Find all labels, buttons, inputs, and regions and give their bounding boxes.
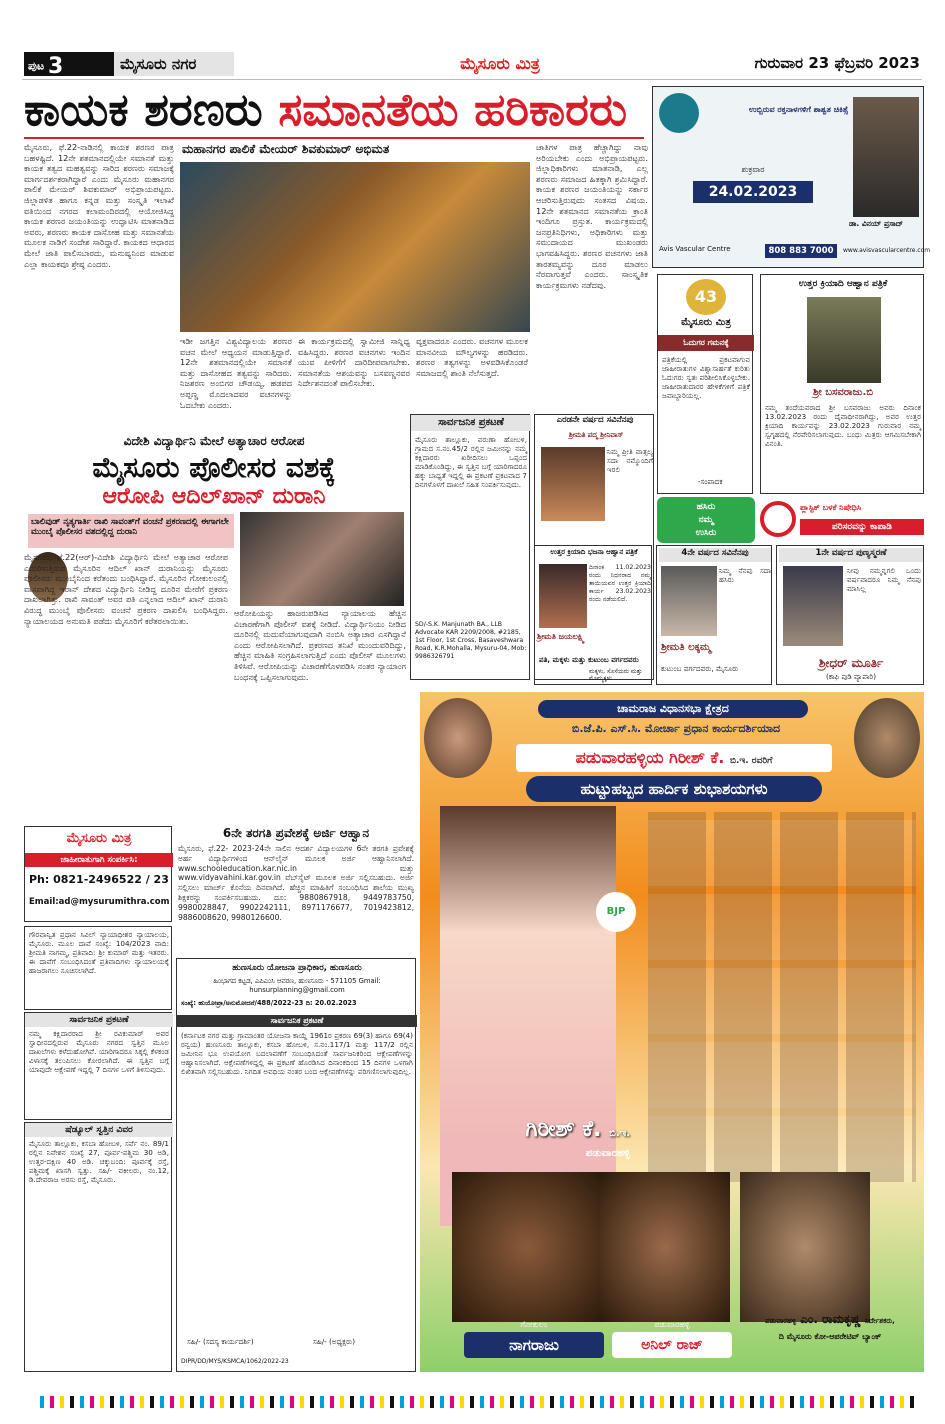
lead-column-1: ಮೈಸೂರು, ಫೆ.22-ನಾಡಿನಲ್ಲಿ ಕಾಯಕ ಶರಣರ ಪಾತ್ರ ಬಹಳಷ್ಟಿದೆ. 12ನೇ ಶತಮಾನದಲ್ಲಿಯೇ ಸಮಾನತೆ ಮತ್ತು ಕಾಯಕ ತತ್ವದ ಮಹತ್ವವನ್ನು ಸಾರಿದ ಶರಣರು ಸಮಾಜಕ್ಕೆ ಮಾರ್ಗದರ್ಶಕರಾಗಿದ್ದಾರೆ ಎಂದು ಮೈಸೂರು ಮಹಾನಗರ ಪಾಲಿಕೆ ಮೇಯರ್ ಶಿವಕುಮಾರ್ ಅಭಿಪ್ರಾಯಪಟ್ಟರು. ಜಿಲ್ಲಾಡಳಿತ ಹಾಗೂ ಕನ್ನಡ ಮತ್ತು ಸಂಸ್ಕೃತಿ ಇಲಾಖೆ ವತಿಯಿಂದ ನಗರದ ಕಲಾಮಂದಿರದಲ್ಲಿ ಆಯೋಜಿಸಿದ್ದ ಕಾಯಕ ಶರಣರ ಜಯಂತಿಯನ್ನು ಉದ್ಘಾಟಿಸಿ ಮಾತನಾಡಿದ ಅವರು, ಶರಣರು ಕಾಯಕ ದಾಸೋಹ ಮತ್ತು ಸಮಾನತೆಯ ಮೂಲಕ ನಾಡಿಗೆ ಸಂದೇಶ ಸಾರಿದ್ದಾರೆ. ಕಾಯಕದ ಆಧಾರದ ಮೇಲೆ ಜಾತಿ ಪಾಲಿಸಬಾರದು, ಮನುಷ್ಯನಿಂದ ಮಾಡುವ ಎಲ್ಲಾ ಕಾಯಕವೂ ಶ್ರೇಷ್ಠ ಎಂದರು. — [24, 142, 177, 269]
hospital-logo — [659, 93, 699, 133]
leader-photo-left — [424, 698, 492, 778]
birthday-greeting: ಹುಟ್ಟುಹಬ್ಬದ ಹಾರ್ದಿಕ ಶುಭಾಶಯಗಳು — [526, 776, 822, 802]
supporter-3-photo — [740, 1172, 870, 1322]
hunsur-address: ಹಿಂಭಾಗದ ಕಟ್ಟಡ, ಎಪಿಎಂಸಿ ಆವರಣ, ಹುಣಸೂರು - 571105 Gmail: hunsurplanning@gmail.com — [213, 977, 381, 994]
schedule-notice — [24, 1122, 172, 1372]
nameplate-place: ಪಡುವಾರಹಳ್ಳಿ — [585, 1148, 630, 1159]
obituary-name: ಶ್ರೀ ಬಸವರಾಜು.ಬಿ — [812, 387, 874, 398]
story2-deck: ಬಾಲಿವುಡ್ ನೃತ್ಯಗಾರ್ತಿ ರಾಖಿ ಸಾವಂತ್‌ಗೆ ವಂಚನೆ ಪ್ರಕರಣದಲ್ಲಿ ಈಗಾಗಲೇ ಮುಂಬೈ ಪೊಲೀಸರ ವಶದಲ್ಲಿದ್ದ ದುರಾನಿ — [28, 514, 234, 548]
hospital-camp-day: ಶುಕ್ರವಾರ — [741, 165, 765, 174]
obituary-body: ನಮ್ಮ ತಂದೆಯವರಾದ ಶ್ರೀ ಬಸವರಾಜು ಅವರು ದಿನಾಂಕ 13.02.2023 ರಂದು ದೈವಾಧೀನರಾಗಿದ್ದು, ಅವರ ಉತ್ತರ ಕ್ರಿಯಾದಿ ಕಾರ್ಯವನ್ನು 23.02.2023 ಗುರುವಾರ ನಮ್ಮ ಸ್ವಗೃಹದಲ್ಲಿ ನೆರವೇರಿಸಲಾಗುವುದು. ಬಂಧು ಮಿತ್ರರು ಆಗಮಿಸಬೇಕಾಗಿ ವಿನಂತಿ. — [765, 403, 924, 448]
public-notice-2 — [410, 414, 530, 680]
obituary-sridhar — [776, 545, 924, 685]
main-person-name — [430, 1112, 630, 1148]
birthday-ad — [420, 692, 924, 1372]
public-notice-small-title: ಸಾರ್ವಜನಿಕ ಪ್ರಕಟಣೆ — [25, 1013, 173, 1027]
court-notice-body: ಗೌರವಾನ್ವಿತ ಪ್ರಧಾನ ಸಿವಿಲ್ ನ್ಯಾಯಾಧೀಶರ ನ್ಯಾಯಾಲಯ, ಮೈಸೂರು. ಮೂಲ ದಾವೆ ಸಂಖ್ಯೆ: 104/2023 ವಾದಿ: ಶ್ರೀಮತಿ ನಾಗಮ್ಮ, ಪ್ರತಿವಾದಿ: ಶ್ರೀ ಕುಮಾರ್ ಮತ್ತು ಇತರರು. ಈ ದಾವೆಗೆ ಸಂಬಂಧಿಸಿದಂತೆ ಪ್ರತಿವಾದಿಗಳು ನ್ಯಾಯಾಲಯಕ್ಕೆ ಹಾಜರಾಗಲು ಸೂಚಿಸಲಾಗಿದೆ. — [29, 930, 172, 975]
hunsur-title: ಸಾರ್ವಜನಿಕ ಪ್ರಕಟಣೆ — [177, 1015, 417, 1027]
public-notice-2-body: ಮೈಸೂರು ತಾಲ್ಲೂಕು, ವರುಣಾ ಹೋಬಳಿ, ಗ್ರಾಮದ ಸ.ನಂ.45/2 ರಲ್ಲಿನ ಜಮೀನನ್ನು ನಮ್ಮ ಕಕ್ಷಿದಾರರು ಖರೀದಿಸಲು ಒಪ್ಪಂದ ಮಾಡಿಕೊಂಡಿದ್ದು, ಈ ಸ್ವತ್ತಿನ ಬಗ್ಗೆ ಯಾರಿಗಾದರೂ ಹಕ್ಕು ಬಾಧ್ಯತೆ ಇದ್ದಲ್ಲಿ ಈ ಪ್ರಕಟಣೆ ಪ್ರಕಟವಾದ 7 ದಿನಗಳೊಳಗೆ ದಾಖಲೆ ಸಹಿತ ಸಂಪರ್ಕಿಸುವುದು. — [415, 435, 530, 489]
hunsur-footer: DIPR/DD/MYS/KSMCA/1062/2022-23 — [181, 1358, 289, 1365]
story2-photo — [240, 512, 404, 606]
supporter-photo-grid — [648, 812, 916, 1182]
paper-ad-box — [24, 826, 172, 922]
obituary-lakkamma — [656, 545, 772, 685]
story2-column-1: ಮೈಸೂರು, ಫೆ.22(ಆರ್)-ವಿದೇಶಿ ವಿದ್ಯಾರ್ಥಿನಿ ಮೇಲೆ ಅತ್ಯಾಚಾರ ಆರೋಪ ಎದುರಿಸುತ್ತಿರುವ ಮೈಸೂರಿನ ಆದಿಲ್ ಖಾನ್ ದುರಾನಿಯನ್ನು ಮೈಸೂರು ಪೊಲೀಸರು ಮುಂಬೈನಿಂದ ಕರೆತಂದು ಬಂಧಿಸಿದ್ದಾರೆ. ಮೈಸೂರಿನ ಗೋಕುಲಂನಲ್ಲಿ ವಾಸವಾಗಿದ್ದ ಇರಾನ್ ದೇಶದ ವಿದ್ಯಾರ್ಥಿನಿ ನೀಡಿದ್ದ ದೂರಿನ ಮೇರೆಗೆ ಪ್ರಕರಣ ದಾಖಲಾಗಿತ್ತು. ರಾಖಿ ಸಾವಂತ್ ಅವರ ಪತಿ ಎನ್ನಲಾದ ಆದಿಲ್ ಖಾನ್ ದುರಾನಿ ವಿರುದ್ಧ ಮುಂಬೈ ಪೊಲೀಸರು ವಂಚನೆ ಪ್ರಕರಣ ದಾಖಲಿಸಿ ಬಂಧಿಸಿದ್ದರು. ನ್ಯಾಯಾಲಯದ ಅನುಮತಿ ಪಡೆದು ಮೈಸೂರಿಗೆ ಕರೆತರಲಾಯಿತು. — [24, 552, 231, 626]
admission-title: 6ನೇ ತರಗತಿ ಪ್ರವೇಶಕ್ಕೆ ಅರ್ಜಿ ಆಹ್ವಾನ — [222, 826, 370, 840]
obituary-photo — [807, 297, 881, 383]
lead-column-2: ಇಡೀ ಜಗತ್ತಿನ ವಿಶ್ವವಿದ್ಯಾಲಯ ಶರಣರ ವಚನ ಮೇಲೆ ಆಧ್ಯಯನ ಮಾಡುತ್ತಿದ್ದಾರೆ. 12ನೇ ಶತಮಾನದಲ್ಲಿಯೇ ಸಮಾನತೆ ಮತ್ತು ದಾಸೋಹದ ತತ್ವವನ್ನು ಸಾರಿದರು. ನಿಜಶರಣ ಅಂಬಿಗರ ಚೌಡಯ್ಯ, ಹಡಪದ ಅಪ್ಪಣ್ಣ ಮೊದಲಾದವರ ವಚನಗಳನ್ನು ಓದಬೇಕು ಎಂದರು. — [180, 336, 295, 410]
lead-column-5: ಜಾತಿಗಳ ಪಾತ್ರ ಹೆಚ್ಚಾಗಿದ್ದು ನಾವು ಅರಿಯಬೇಕು ಎಂದು ಅಭಿಪ್ರಾಯಪಟ್ಟರು. ಜಿಲ್ಲಾಧಿಕಾರಿಗಳು ಮಾತನಾಡಿ, ಎಲ್ಲ ಶರಣರು ಸಮಾಜದ ಹಿತಕ್ಕಾಗಿ ಶ್ರಮಿಸಿದ್ದಾರೆ. ಕಾಯಕ ಶರಣರ ಜಯಂತಿಯನ್ನು ಸರ್ಕಾರ ಆಚರಿಸುತ್ತಿರುವುದು ಸಂತಸದ ವಿಷಯ. 12ನೇ ಶತಮಾನದ ಸಮಾನತೆಯ ಕ್ರಾಂತಿ ಇಂದಿಗೂ ಪ್ರಸ್ತುತ. ಕಾರ್ಯಕ್ರಮದಲ್ಲಿ ಜನಪ್ರತಿನಿಧಿಗಳು, ಅಧಿಕಾರಿಗಳು ಮತ್ತು ಸಮುದಾಯದ ಮುಖಂಡರು ಭಾಗವಹಿಸಿದ್ದರು. ಶರಣರ ವಚನಗಳು ಜಾತಿ ತಾರತಮ್ಯವನ್ನು ದೂರ ಮಾಡಲು ನೆರವಾಗುತ್ತವೆ ಎಂದರು. ಸಾಂಸ್ಕೃತಿಕ ಕಾರ್ಯಕ್ರಮಗಳು ನಡೆದವು. — [536, 142, 651, 290]
birthday-line1: ಚಾಮರಾಜ ವಿಧಾನಸಭಾ ಕ್ಷೇತ್ರದ — [538, 700, 808, 718]
hospital-name: Avis Vascular Centre — [659, 245, 731, 253]
birthday-name-banner — [516, 744, 832, 772]
savinenapu-family: ಪತಿ, ಮಕ್ಕಳು ಮತ್ತು ಕುಟುಂಬ ವರ್ಗದವರು — [539, 655, 639, 664]
headline-rule — [24, 137, 644, 139]
paper-ad-phone: Ph: 0821-2496522 / 23 — [29, 873, 169, 886]
leader-photo-right — [854, 698, 920, 778]
lead-headline-part1: ಕಾಯಕ ಶರಣರು — [24, 83, 263, 136]
obituary-b2-family: ಕುಟುಂಬ ವರ್ಗದವರು, ಮೈಸೂರು — [661, 664, 739, 673]
story2-kicker: ವಿದೇಶಿ ವಿದ್ಯಾರ್ಥಿನಿ ಮೇಲೆ ಅತ್ಯಾಚಾರ ಆರೋಪ — [123, 434, 305, 448]
plastic-line1: ಪ್ಲಾಸ್ಟಿಕ್ ಬಳಕೆ ನಿಷೇಧಿಸಿ — [800, 503, 862, 512]
supporter-2-place: ಪಡುವಾರಹಳ್ಳಿ — [654, 1320, 690, 1329]
obituary-b3-name: ಶ್ರೀಧರ್ ಮೂರ್ತಿ — [818, 656, 884, 670]
nameplate-name: ಗಿರೀಶ್ ಕೆ. — [525, 1117, 602, 1142]
hospital-ad-line: ಉಬ್ಬಿರುವ ರಕ್ತನಾಳಗಳಿಗೆ ಶಾಶ್ವತ ಚಿಕಿತ್ಸೆ — [749, 105, 849, 114]
notice-sign: -ಸಂಪಾದಕ — [698, 477, 723, 486]
plastic-line2: ಪರಿಸರವನ್ನು ಕಾಪಾಡಿ — [800, 519, 924, 535]
supporter-3-name: ಎಂ. ರಾಮಕೃಷ್ಣ — [800, 1312, 861, 1326]
obituary-b1-title: ಉತ್ತರ ಕ್ರಿಯಾದಿ ಭಜನಾ ಆಹ್ವಾನ ಪತ್ರಿಕೆ — [550, 548, 638, 556]
obituary-b3-photo — [783, 566, 843, 646]
reader-notice — [657, 274, 753, 494]
savinenapu-name-top: ಶ್ರೀಮತಿ ಪದ್ಮ ಶ್ರೀನಿವಾಸ್ — [568, 431, 624, 439]
public-notice-2-advocate: SD/-S.K. Manjunath BA., LLB Advocate KAR 2209/2008, #2185, 1st Floor, 1st Cross, Basaveshwara Road, K.R.Mohalla, Mysuru-04, Mob: 9986326791 — [415, 621, 527, 660]
paper-ad-email: Email:ad@mysurumithra.com — [29, 897, 170, 907]
obituary-b1-photo — [539, 564, 587, 628]
obituary-b3-title: 1ನೇ ವರ್ಷದ ಪುಣ್ಯಸ್ಮರಣೆ — [779, 548, 923, 562]
hunsur-sign-left: ಸಹಿ/- (ಸದಸ್ಯ ಕಾರ್ಯದರ್ಶಿ) — [187, 1337, 254, 1346]
hospital-phone: 808 883 7000 — [765, 244, 837, 258]
anniversary-badge: 43 — [686, 279, 726, 315]
supporter-3-name-line — [740, 1312, 920, 1330]
public-notice-2-title: ಸಾರ್ವಜನಿಕ ಪ್ರಕಟಣೆ — [411, 415, 531, 431]
notice-tag: ಓದುಗರ ಗಮನಕ್ಕೆ — [658, 335, 754, 351]
green-line2: ನಮ್ಮ — [698, 515, 714, 525]
bjp-logo: BJP — [596, 892, 636, 932]
lead-headline — [24, 84, 644, 136]
paper-ad-label: ಜಾಹೀರಾತುಗಾಗಿ ಸಂಪರ್ಕಿಸಿ: — [25, 853, 173, 867]
section-name: ಮೈಸೂರು ನಗರ — [114, 52, 234, 76]
paper-ad-name: ಮೈಸೂರು ಮಿತ್ರ — [66, 831, 132, 846]
obituary-b1-name: ಶ್ರೀಮತಿ ಜಯಲಕ್ಷ್ಮಿ — [537, 632, 585, 641]
hospital-website: www.avisvascularcentre.com — [843, 247, 931, 254]
birthday-line2: ಬಿ.ಜೆ.ಪಿ. ಎಸ್.ಸಿ. ಮೋರ್ಚಾ ಪ್ರಧಾನ ಕಾರ್ಯದರ್ಶಿಯಾದ — [571, 722, 781, 735]
lead-photo — [180, 162, 530, 332]
birthday-line3b: ಬಿ.ಇ. ರವರಿಗೆ — [729, 756, 773, 766]
obituary-b1-body: ದಿನಾಂಕ 11.02.2023 ರಂದು ನಿಧನರಾದ ನಮ್ಮ ತಾಯಿಯವರ ಉತ್ತರ ಕ್ರಿಯಾದಿ ಕಾರ್ಯ 23.02.2023 ರಂದು ನಡೆಯಲಿದೆ. — [589, 564, 653, 603]
lead-headline-part2: ಸಮಾನತೆಯ ಹರಿಕಾರರು — [278, 83, 628, 136]
hunsur-notice — [176, 958, 416, 1372]
page-number-badge — [24, 52, 114, 79]
supporter-3-role2: ದಿ ಮೈಸೂರು ಕೋ-ಆಪರೇಟಿವ್ ಬ್ಯಾಂಕ್ — [778, 1332, 882, 1341]
obituary-b2-verse: ನಿಮ್ಮ ನೆನಪು ಸದಾ ಹಸಿರು — [719, 566, 774, 584]
birthday-line3: ಪಡುವಾರಹಳ್ಳಿಯ ಗಿರೀಶ್ ಕೆ. — [575, 748, 725, 767]
nameplate-degree: ಬಿ.ಇ. — [609, 1128, 630, 1139]
hunsur-ref: ಸಂಖ್ಯೆ: ಹುಯೋಪ್ರಾ/ಅನುಮೋದನೆ/488/2022-23 ದಿ: 20.02.2023 — [181, 999, 357, 1007]
doctor-name: ಡಾ. ವಿನಯ್ ಪ್ರಸಾದ್ — [849, 219, 904, 228]
green-slogan — [657, 497, 755, 543]
color-register-strip — [40, 1396, 920, 1408]
supporter-3-role: ನಿರ್ದೇಶಕರು, — [864, 1317, 895, 1325]
supporter-2-name: ಅನಿಲ್ ರಾಜ್ — [612, 1332, 732, 1358]
lead-column-3: ಈ ಕಾರ್ಯಕ್ರಮದಲ್ಲಿ ಸ್ವಾಮೀಜಿ ಸಾನ್ನಿಧ್ಯ ವಹಿಸಿದ್ದರು. ಶರಣರ ವಚನಗಳು ಇಂದಿನ ಯುವ ಪೀಳಿಗೆಗೆ ದಾರಿದೀಪವಾಗಬೇಕು. ಸಮಾನತೆಯ ಆಶಯವನ್ನು ಬಸವಣ್ಣನವರ ನಿರ್ದೇಶನದಂತೆ ಪಾಲಿಸಬೇಕು. — [298, 336, 413, 389]
public-notice-small — [24, 1012, 172, 1120]
page-label: ಪುಟ — [28, 59, 45, 73]
admission-body: ಮೈಸೂರು, ಫೆ.22- 2023-24ನೇ ಸಾಲಿನ ಆದರ್ಶ ವಿದ್ಯಾಲಯಗಳ 6ನೇ ತರಗತಿ ಪ್ರವೇಶಕ್ಕೆ ಅರ್ಹ ವಿದ್ಯಾರ್ಥಿಗಳಿಂದ ಆನ್‌ಲೈನ್ ಮೂಲಕ ಅರ್ಜಿ ಆಹ್ವಾನಿಸಲಾಗಿದೆ. www.schooleducation.kar.nic.in ಮತ್ತು www.vidyavahini.kar.gov.in ವೆಬ್‌ಸೈಟ್ ಮೂಲಕ ಅರ್ಜಿ ಸಲ್ಲಿಸಬಹುದು. ಅರ್ಜಿ ಸಲ್ಲಿಸಲು ಮಾರ್ಚ್ ಕೊನೆಯ ದಿನವಾಗಿದೆ. ಹೆಚ್ಚಿನ ಮಾಹಿತಿಗೆ ಸಂಬಂಧಿಸಿದ ಶಾಲೆಯ ಮುಖ್ಯ ಶಿಕ್ಷಕರನ್ನು ಸಂಪರ್ಕಿಸಬಹುದು. ದೂ: 9880867918, 9449783750, 9980028847, 9902242111, 8971176677, 7019423812, 9886008620, 9980126600. — [178, 844, 417, 922]
supporter-2-photo — [600, 1172, 730, 1322]
hospital-ad — [652, 86, 931, 268]
schedule-title: ಷೆಡ್ಯೂಲ್ ಸ್ವತ್ತಿನ ವಿವರ — [25, 1123, 173, 1137]
obituary-jayalakshmi — [534, 545, 652, 685]
green-line3: ಉಸಿರು — [695, 528, 717, 538]
obituary-b3-sub: (ಕಾಫಿ ಪುಡಿ ವ್ಯಾಪಾರಿ) — [825, 672, 877, 681]
schedule-body: ಮೈಸೂರು ತಾಲ್ಲೂಕು, ಕಸಬಾ ಹೋಬಳಿ, ಸರ್ವೆ ನಂ. 89/1 ರಲ್ಲಿನ ನಿವೇಶನ ಸಂಖ್ಯೆ 27, ಪೂರ್ವ-ಪಶ್ಚಿಮ 30 ಅಡಿ, ಉತ್ತರ-ದಕ್ಷಿಣ 40 ಅಡಿ. ಚಕ್ಕುಬಂದಿ: ಪೂರ್ವಕ್ಕೆ ರಸ್ತೆ, ಪಶ್ಚಿಮಕ್ಕೆ ಖಾಸಗಿ ಸ್ವತ್ತು. ಸಹಿ/- ವಕೀಲರು, ನಂ.12, ಡಿ.ದೇವರಾಜ ಅರಸು ರಸ್ತೆ, ಮೈಸೂರು. — [29, 1139, 172, 1184]
hospital-camp-date: 24.02.2023 — [693, 181, 813, 203]
obituary-basavaraju — [760, 274, 924, 494]
obituary-b1-family: ಮಕ್ಕಳು, ಸೊಸೆಯರು ಮತ್ತು ಮೊಮ್ಮಕ್ಕಳು — [589, 668, 643, 682]
court-notice — [24, 926, 172, 1010]
notice-body: ಪತ್ರಿಕೆಯಲ್ಲಿ ಪ್ರಕಟವಾಗುವ ಜಾಹೀರಾತುಗಳ ವಿಶ್ವಾಸಾರ್ಹತೆ ಕುರಿತು ಓದುಗರು ಸ್ವತಃ ಪರಿಶೀಲಿಸಿಕೊಳ್ಳಬೇಕು. ಜಾಹೀರಾತುದಾರರ ಹೇಳಿಕೆಗಳಿಗೆ ಪತ್ರಿಕೆ ಜವಾಬ್ದಾರಿಯಲ್ಲ. — [662, 355, 753, 400]
paper-logo: ಮೈಸೂರು ಮಿತ್ರ — [460, 54, 540, 73]
plastic-slogan — [760, 497, 924, 543]
hunsur-header: ಹುಣಸೂರು ಯೋಜನಾ ಪ್ರಾಧಿಕಾರ, ಹುಣಸೂರು — [232, 963, 362, 973]
main-person-photo — [440, 806, 616, 1226]
story2-column-2: ಆರೋಪಿಯನ್ನು ಹಾಜರುಪಡಿಸಿದ ನ್ಯಾಯಾಲಯ ಹೆಚ್ಚಿನ ವಿಚಾರಣೆಗಾಗಿ ಪೊಲೀಸ್ ವಶಕ್ಕೆ ನೀಡಿದೆ. ವಿದ್ಯಾರ್ಥಿನಿಯು ನೀಡಿದ ದೂರಿನಲ್ಲಿ ಮದುವೆಯಾಗುವುದಾಗಿ ನಂಬಿಸಿ ಅತ್ಯಾಚಾರ ಎಸಗಿದ್ದಾನೆ ಎಂದು ಆರೋಪಿಸಲಾಗಿದೆ. ಪ್ರಕರಣದ ತನಿಖೆ ಮುಂದುವರಿದಿದ್ದು, ಹೆಚ್ಚಿನ ಮಾಹಿತಿ ಸಂಗ್ರಹಿಸಲಾಗುತ್ತಿದೆ ಎಂದು ಪೊಲೀಸ್ ಮೂಲಗಳು ತಿಳಿಸಿವೆ. ಆರೋಪಿಯನ್ನು ವಿಚಾರಣೆಗೊಳಪಡಿಸಿ ನಂತರ ನ್ಯಾಯಾಂಗ ಬಂಧನಕ್ಕೆ ಒಪ್ಪಿಸಲಾಗುವುದು. — [234, 608, 409, 682]
obituary-title: ಉತ್ತರ ಕ್ರಿಯಾದಿ ಆಹ್ವಾನ ಪತ್ರಿಕೆ — [798, 279, 888, 289]
public-notice-small-body: ನಮ್ಮ ಕಕ್ಷಿದಾರರಾದ ಶ್ರೀ ರವಿಕುಮಾರ್ ಅವರ ಸ್ವಾಧೀನದಲ್ಲಿರುವ ಮೈಸೂರು ನಗರದ ಸ್ವತ್ತಿನ ಮೂಲ ದಾಖಲೆಗಳು ಕಳೆದುಹೋಗಿವೆ. ಯಾರಿಗಾದರೂ ಸಿಕ್ಕಲ್ಲಿ ಕೆಳಕಂಡ ವಿಳಾಸಕ್ಕೆ ತಲುಪಿಸಲು ಕೋರಲಾಗಿದೆ. ಈ ಸ್ವತ್ತಿನ ಬಗ್ಗೆ ಯಾವುದೇ ಆಕ್ಷೇಪಣೆ ಇದ್ದಲ್ಲಿ 7 ದಿನಗಳ ಒಳಗೆ ತಿಳಿಸುವುದು. — [29, 1029, 172, 1074]
savinenapu-verse: ನಿಮ್ಮ ಪ್ರೀತಿ ವಾತ್ಸಲ್ಯ ಸದಾ ನಮ್ಮೊಂದಿಗೆ ಇರಲಿ — [607, 447, 656, 474]
story2-subhead: ಆರೋಪಿ ಆದಿಲ್‌ಖಾನ್ ದುರಾನಿ — [102, 484, 326, 509]
savinenapu-photo — [541, 447, 605, 521]
savinenapu-title: ಎರಡನೇ ವರ್ಷದ ಸವಿನೆನಪು — [556, 415, 634, 425]
obituary-b2-photo — [661, 566, 717, 636]
obituary-b2-title: 4ನೇ ವರ್ಷದ ಸವಿನೆನಪು — [659, 548, 771, 562]
hunsur-body: (ಕರ್ನಾಟಕ ನಗರ ಮತ್ತು ಗ್ರಾಮಾಂತರ ಯೋಜನಾ ಕಾಯ್ದೆ 1961ರ ಪ್ರಕರಣ 69(3) ಹಾಗೂ 69(4) ರನ್ವಯ) ಹುಣಸೂರು ತಾಲ್ಲೂಕು, ಕಸಬಾ ಹೋಬಳಿ, ಸ.ನಂ.117/1 ಮತ್ತು 117/2 ರಲ್ಲಿನ ಜಮೀನಿನ ಭೂ ಉಪಯೋಗ ಬದಲಾವಣೆಗೆ ಸಂಬಂಧಿಸಿದಂತೆ ಸಾರ್ವಜನಿಕರಿಂದ ಆಕ್ಷೇಪಣೆಗಳನ್ನು ಆಹ್ವಾನಿಸಲಾಗಿದೆ. ಆಕ್ಷೇಪಣೆಗಳಿದ್ದಲ್ಲಿ ಈ ಪ್ರಕಟಣೆ ಹೊರಡಿಸಿದ ದಿನಾಂಕದಿಂದ 15 ದಿನಗಳ ಒಳಗಾಗಿ ಲಿಖಿತವಾಗಿ ಸಲ್ಲಿಸಬಹುದು. ನಿಗದಿತ ಅವಧಿಯ ನಂತರ ಬಂದ ಆಕ್ಷೇಪಣೆಗಳನ್ನು ಪರಿಗಣಿಸಲಾಗುವುದಿಲ್ಲ. — [181, 1031, 416, 1076]
supporter-1-photo — [452, 1172, 602, 1322]
obituary-b2-name: ಶ್ರೀಮತಿ ಲಕ್ಕಮ್ಮ — [661, 642, 711, 653]
supporter-3-place: ಪಡುವಾರಹಳ್ಳಿ — [765, 1317, 797, 1325]
story2-headline: ಮೈಸೂರು ಪೊಲೀಸರ ವಶಕ್ಕೆ — [92, 451, 336, 484]
doctor-photo — [853, 97, 919, 217]
lead-kicker: ಮಹಾನಗರ ಪಾಲಿಕೆ ಮೇಯರ್ ಶಿವಕುಮಾರ್ ಅಭಿಮತ — [182, 142, 390, 156]
supporter-1-name: ನಾಗರಾಜು — [464, 1332, 604, 1358]
ban-icon — [760, 501, 796, 537]
supporter-1-place: ಗೋಕುಲಂ — [520, 1320, 548, 1329]
green-line1: ಹಸಿರು — [696, 502, 716, 512]
obituary-b3-verse: ನೀವು ನಮ್ಮನ್ನಗಲಿ ಒಂದು ವರ್ಷವಾದರೂ ನಿಮ್ಮ ನೆನಪು ಮಾಸಿಲ್ಲ — [847, 566, 924, 593]
lead-column-4: ವ್ಯಕ್ತವಾದರೂ ಎಂದರು. ವಚನಗಳ ಮೂಲಕ ಮಾನವೀಯ ಮೌಲ್ಯಗಳನ್ನು ಹರಡಿದರು. ಶರಣರ ತತ್ವಗಳನ್ನು ಅಳವಡಿಸಿಕೊಂಡರೆ ಸಮಾಜದಲ್ಲಿ ಶಾಂತಿ ನೆಲೆಸುತ್ತದೆ. — [416, 336, 531, 378]
notice-paper-name: ಮೈಸೂರು ಮಿತ್ರ — [681, 317, 731, 328]
hunsur-sign-right: ಸಹಿ/- (ಅಧ್ಯಕ್ಷರು) — [313, 1337, 356, 1346]
page-number: 3 — [47, 54, 64, 79]
issue-date: ಗುರುವಾರ 23 ಫೆಬ್ರವರಿ 2023 — [754, 54, 920, 72]
